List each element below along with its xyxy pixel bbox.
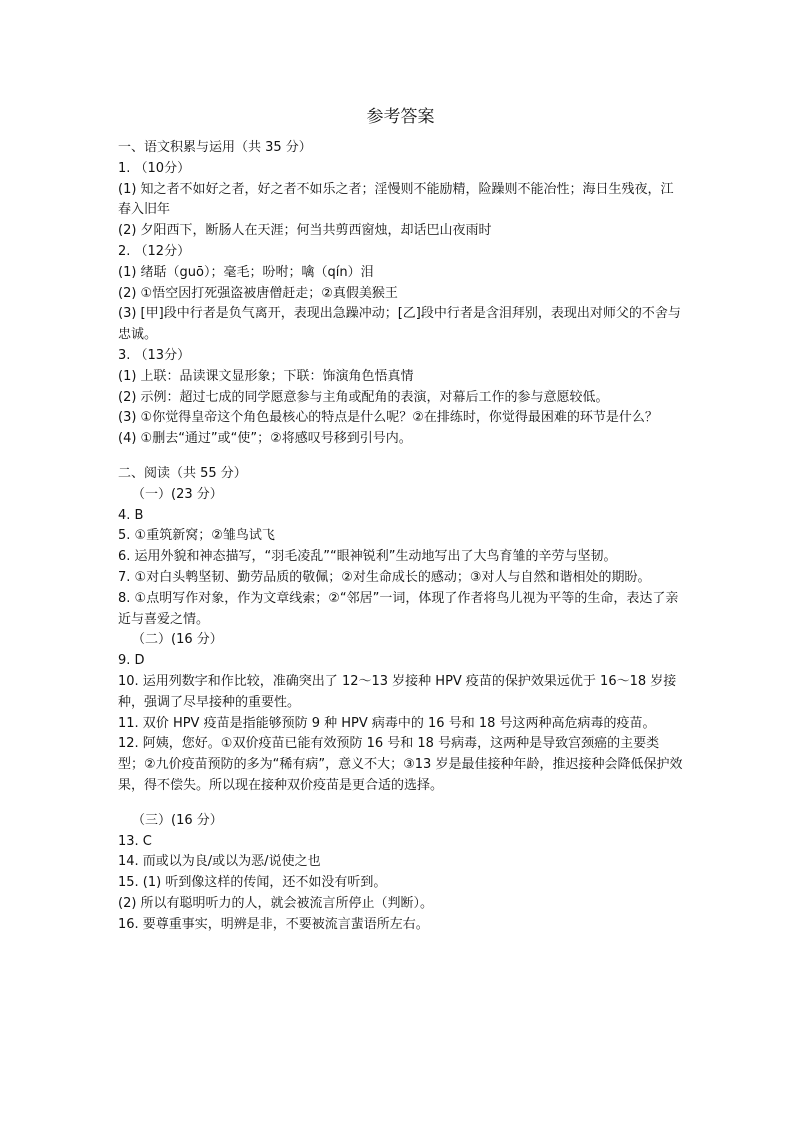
q3-answer-1: (1) 上联：品读课文显形象；下联：饰演角色悟真情 <box>118 368 414 384</box>
q14-answer: 14. 而或以为良/或以为恶/说使之也 <box>118 854 321 870</box>
q2-answer-3: (3) [甲]段中行者是负气离开，表现出急躁冲动；[乙]段中行者是含泪拜别，表现出对师父的不舍与忠诚。 <box>118 306 681 343</box>
q2-label: 2. （12分） <box>118 243 191 259</box>
q10-answer: 10. 运用列数字和作比较，准确突出了 12～13 岁接种 HPV 疫苗的保护效果远优于 16～18 岁接种，强调了尽早接种的重要性。 <box>118 673 677 710</box>
q2-answer-2: (2) ①悟空因打死强盗被唐僧赶走；②真假美猴王 <box>118 285 398 301</box>
part-1-label: （一）(23 分） <box>132 486 223 502</box>
q4-answer: 4. B <box>118 507 144 523</box>
q3-answer-2: (2) 示例：超过七成的同学愿意参与主角或配角的表演，对幕后工作的参与意愿较低。 <box>118 389 609 405</box>
q1-answer-2: (2) 夕阳西下，断肠人在天涯；何当共剪西窗烛，却话巴山夜雨时 <box>118 223 492 239</box>
q1-label: 1. （10分） <box>118 160 191 176</box>
q15-answer-1: 15. (1) 听到像这样的传闻，还不如没有听到。 <box>118 875 387 891</box>
answer-sheet <box>118 104 683 935</box>
section-2-heading: 二、阅读（共 55 分） <box>118 465 247 481</box>
q6-answer: 6. 运用外貌和神态描写，“羽毛凌乱”“眼神锐利”生动地写出了大鸟育雏的辛劳与坚韧。 <box>118 549 617 565</box>
q3-answer-4: (4) ①删去“通过”或“使”；②将感叹号移到引号内。 <box>118 431 412 447</box>
page-title: 参考答案 <box>366 107 435 127</box>
q16-answer: 16. 要尊重事实，明辨是非，不要被流言蜚语所左右。 <box>118 916 429 932</box>
q11-answer: 11. 双价 HPV 疫苗是指能够预防 9 种 HPV 病毒中的 16 号和 18 号这两种高危病毒的疫苗。 <box>118 715 656 731</box>
q9-answer: 9. D <box>118 653 145 669</box>
q12-answer: 12. 阿姨，您好。①双价疫苗已能有效预防 16 号和 18 号病毒，这两种是导致宫颈癌的主要类型；②九价疫苗预防的多为“稀有病”，意义不大；③13 岁是最佳接种年龄，推迟接种会降低保护效果，得不偿失。所以现在接种双价疫苗是更合适的选择。 <box>118 736 683 793</box>
q7-answer: 7. ①对白头鹎坚韧、勤劳品质的敬佩；②对生命成长的感动；③对人与自然和谐相处的期盼。 <box>118 569 651 585</box>
q2-answer-1: (1) 绪聒（guō）；毫毛；吩咐；噙（qín）泪 <box>118 264 374 280</box>
q3-answer-3: (3) ①你觉得皇帝这个角色最核心的特点是什么呢？②在排练时，你觉得最困难的环节是什么？ <box>118 410 658 426</box>
q5-answer: 5. ①重筑新窝；②雏鸟试飞 <box>118 528 275 544</box>
q3-label: 3. （13分） <box>118 347 191 363</box>
part-3-label: （三）(16 分） <box>132 812 223 828</box>
section-1-heading: 一、语文积累与运用（共 35 分） <box>118 140 312 155</box>
q1-answer-1: (1) 知之者不如好之者，好之者不如乐之者；淫慢则不能励精，险躁则不能冶性；海日生残夜，江春入旧年 <box>118 181 674 218</box>
q15-answer-2: (2) 所以有聪明听力的人，就会被流言所停止（判断）。 <box>118 895 434 911</box>
q13-answer: 13. C <box>118 833 152 849</box>
q8-answer: 8. ①点明写作对象，作为文章线索；②“邻居”一词，体现了作者将鸟儿视为平等的生命，表达了亲近与喜爱之情。 <box>118 590 679 627</box>
part-2-label: （二）(16 分） <box>132 632 223 648</box>
